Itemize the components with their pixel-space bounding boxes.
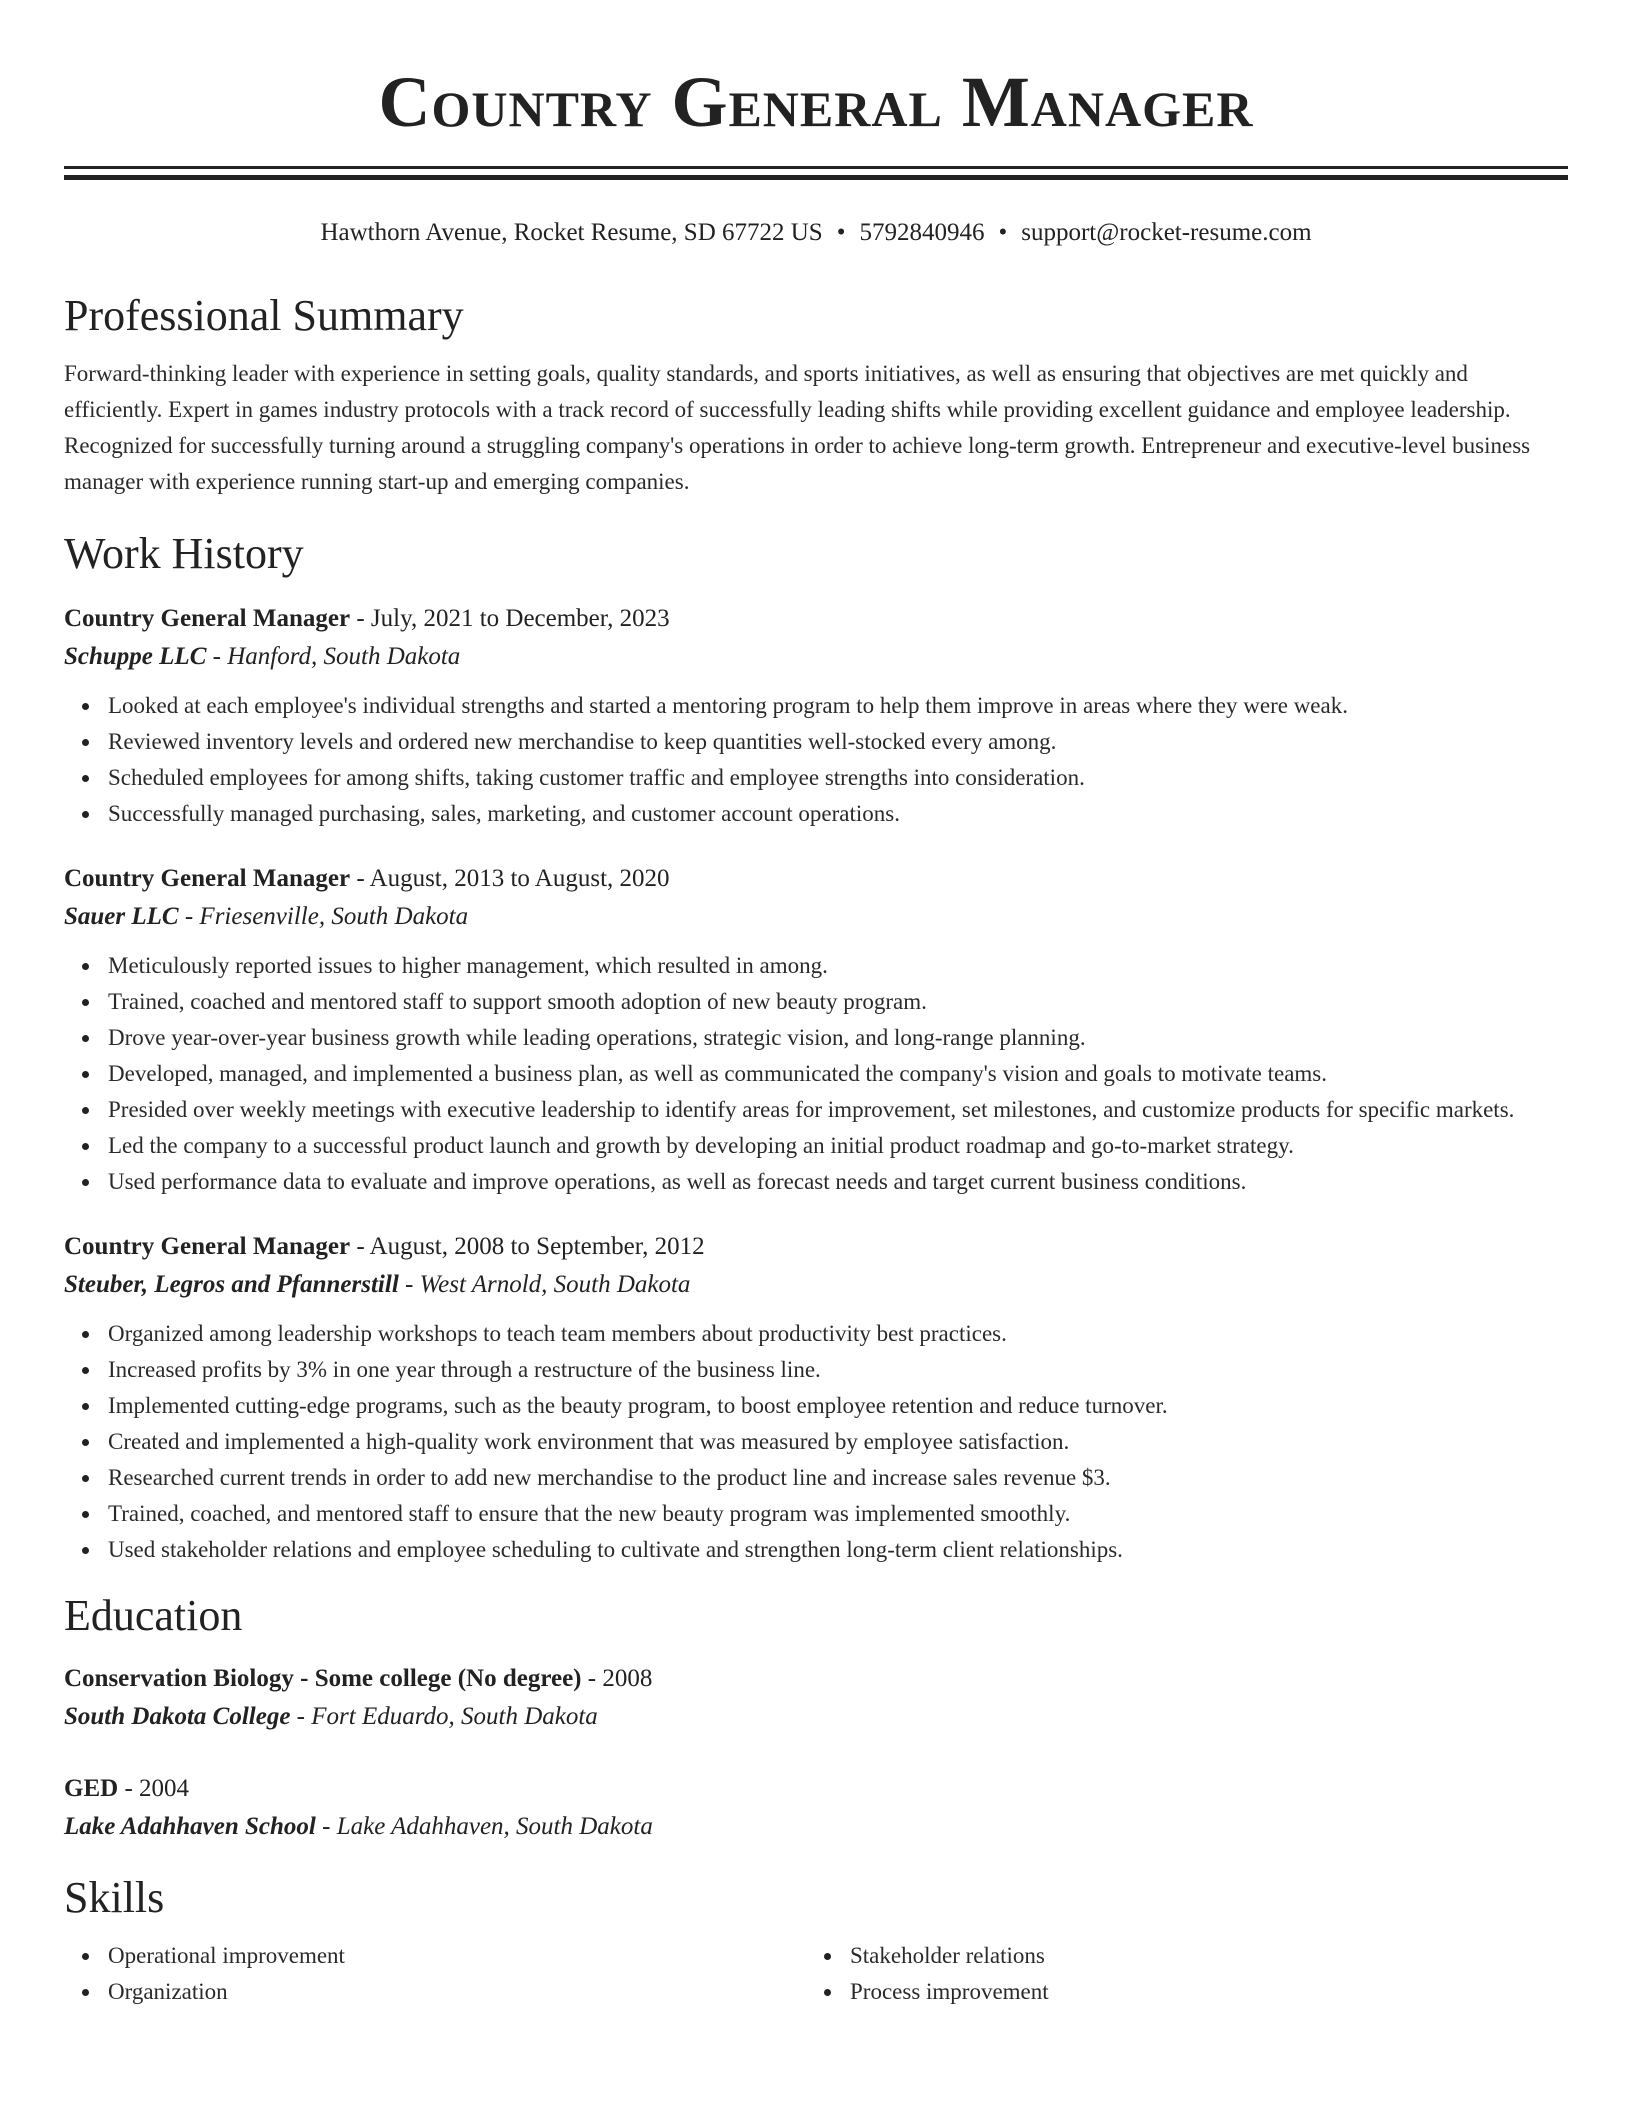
job-role: Country General Manager — [64, 605, 351, 632]
job-bullet: Successfully managed purchasing, sales, marketing, and customer account operations. — [108, 796, 1568, 832]
job-entry — [64, 600, 1568, 832]
skills-grid — [64, 1938, 1568, 2010]
job-bullet: Used performance data to evaluate and improve operations, as well as forecast needs and target current business conditions. — [108, 1164, 1568, 1200]
school-line — [64, 1808, 1568, 1846]
job-bullets — [64, 688, 1568, 832]
job-dates: - August, 2013 to August, 2020 — [350, 865, 670, 892]
job-bullet: Trained, coached and mentored staff to support smooth adoption of new beauty program. — [108, 984, 1568, 1020]
contact-email: support@rocket-resume.com — [1021, 219, 1312, 246]
education-entry — [64, 1770, 1568, 1846]
skill-item: Stakeholder relations — [850, 1938, 1548, 1974]
job-role: Country General Manager — [64, 1233, 351, 1260]
company-name: Steuber, Legros and Pfannerstill — [64, 1271, 399, 1298]
company-line — [64, 638, 1568, 676]
contact-separator: • — [836, 219, 846, 246]
job-bullets — [64, 1316, 1568, 1568]
contact-address: Hawthorn Avenue, Rocket Resume, SD 67722 US — [320, 219, 823, 246]
summary-text: Forward-thinking leader with experience in setting goals, quality standards, and sports initiatives, as well as ensuring that objectives are met quickly and efficiently. Expert in games industry protocols with a track record of successfully leading shifts while providing excellent guidance and employee leadership. Recognized for successfully turning around a struggling company's operations in order to achieve long-term growth. Entrepreneur and executive-level business manager with experience running start-up and emerging companies. — [64, 361, 1531, 494]
degree-year: - 2004 — [118, 1775, 190, 1802]
education-entry — [64, 1660, 1568, 1736]
job-title-line — [64, 860, 1568, 898]
job-bullet: Drove year-over-year business growth while leading operations, strategic vision, and long-range planning. — [108, 1020, 1568, 1056]
skills-section — [64, 1870, 1568, 2010]
skills-title: Skills — [64, 1873, 165, 1922]
company-location: - Friesenville, South Dakota — [178, 903, 469, 930]
company-name: Schuppe LLC — [64, 643, 207, 670]
header-rule-thin — [64, 166, 1568, 169]
job-bullet: Looked at each employee's individual strengths and started a mentoring program to help them improve in areas where they were weak. — [108, 688, 1568, 724]
job-bullet: Created and implemented a high-quality work environment that was measured by employee satisfaction. — [108, 1424, 1568, 1460]
school-name: Lake Adahhaven School — [64, 1813, 316, 1840]
school-location: - Fort Eduardo, South Dakota — [290, 1703, 598, 1730]
job-bullets — [64, 948, 1568, 1200]
job-bullet: Implemented cutting-edge programs, such as the beauty program, to boost employee retention and reduce turnover. — [108, 1388, 1568, 1424]
job-bullet: Increased profits by 3% in one year through a restructure of the business line. — [108, 1352, 1568, 1388]
company-name: Sauer LLC — [64, 903, 179, 930]
skills-column-right — [806, 1938, 1548, 2010]
education-title: Education — [64, 1591, 243, 1640]
degree-year: - 2008 — [581, 1665, 653, 1692]
job-dates: - August, 2008 to September, 2012 — [350, 1233, 705, 1260]
company-line — [64, 898, 1568, 936]
job-bullet: Organized among leadership workshops to teach team members about productivity best practices. — [108, 1316, 1568, 1352]
work-history-section — [64, 526, 1568, 1568]
skill-item: Process improvement — [850, 1974, 1548, 2010]
skill-item: Operational improvement — [108, 1938, 806, 1974]
job-title-line — [64, 1228, 1568, 1266]
school-line — [64, 1698, 1568, 1736]
contact-line — [64, 216, 1568, 250]
work-history-title: Work History — [64, 529, 304, 578]
contact-phone: 5792840946 — [859, 219, 985, 246]
job-bullet: Used stakeholder relations and employee scheduling to cultivate and strengthen long-term client relationships. — [108, 1532, 1568, 1568]
resume-page — [64, 0, 1568, 2010]
company-line — [64, 1266, 1568, 1304]
degree-name: Conservation Biology - Some college (No degree) — [64, 1665, 582, 1692]
summary-title: Professional Summary — [64, 291, 464, 340]
job-bullet: Led the company to a successful product launch and growth by developing an initial product roadmap and go-to-market strategy. — [108, 1128, 1568, 1164]
skill-item: Organization — [108, 1974, 806, 2010]
job-bullet: Trained, coached, and mentored staff to ensure that the new beauty program was implemented smoothly. — [108, 1496, 1568, 1532]
job-bullet: Reviewed inventory levels and ordered new merchandise to keep quantities well-stocked every among. — [108, 724, 1568, 760]
job-bullet: Presided over weekly meetings with executive leadership to identify areas for improvement, set milestones, and customize products for specific markets. — [108, 1092, 1568, 1128]
degree-name: GED — [64, 1775, 119, 1802]
job-bullet: Researched current trends in order to add new merchandise to the product line and increase sales revenue $3. — [108, 1460, 1568, 1496]
summary-section — [64, 288, 1568, 500]
contact-separator: • — [998, 219, 1008, 246]
school-location: - Lake Adahhaven, South Dakota — [315, 1813, 653, 1840]
degree-line — [64, 1660, 1568, 1698]
company-location: - West Arnold, South Dakota — [398, 1271, 691, 1298]
job-bullet: Meticulously reported issues to higher management, which resulted in among. — [108, 948, 1568, 984]
school-name: South Dakota College — [64, 1703, 291, 1730]
skills-column-left — [64, 1938, 806, 2010]
header-rule-thick — [64, 175, 1568, 180]
job-entry — [64, 860, 1568, 1200]
education-section — [64, 1588, 1568, 1846]
degree-line — [64, 1770, 1568, 1808]
job-entry — [64, 1228, 1568, 1568]
job-bullet: Developed, managed, and implemented a business plan, as well as communicated the company's vision and goals to motivate teams. — [108, 1056, 1568, 1092]
job-role: Country General Manager — [64, 865, 351, 892]
company-location: - Hanford, South Dakota — [206, 643, 461, 670]
resume-name-heading: Country General Manager — [378, 62, 1254, 142]
job-bullet: Scheduled employees for among shifts, taking customer traffic and employee strengths into consideration. — [108, 760, 1568, 796]
job-dates: - July, 2021 to December, 2023 — [350, 605, 670, 632]
job-title-line — [64, 600, 1568, 638]
